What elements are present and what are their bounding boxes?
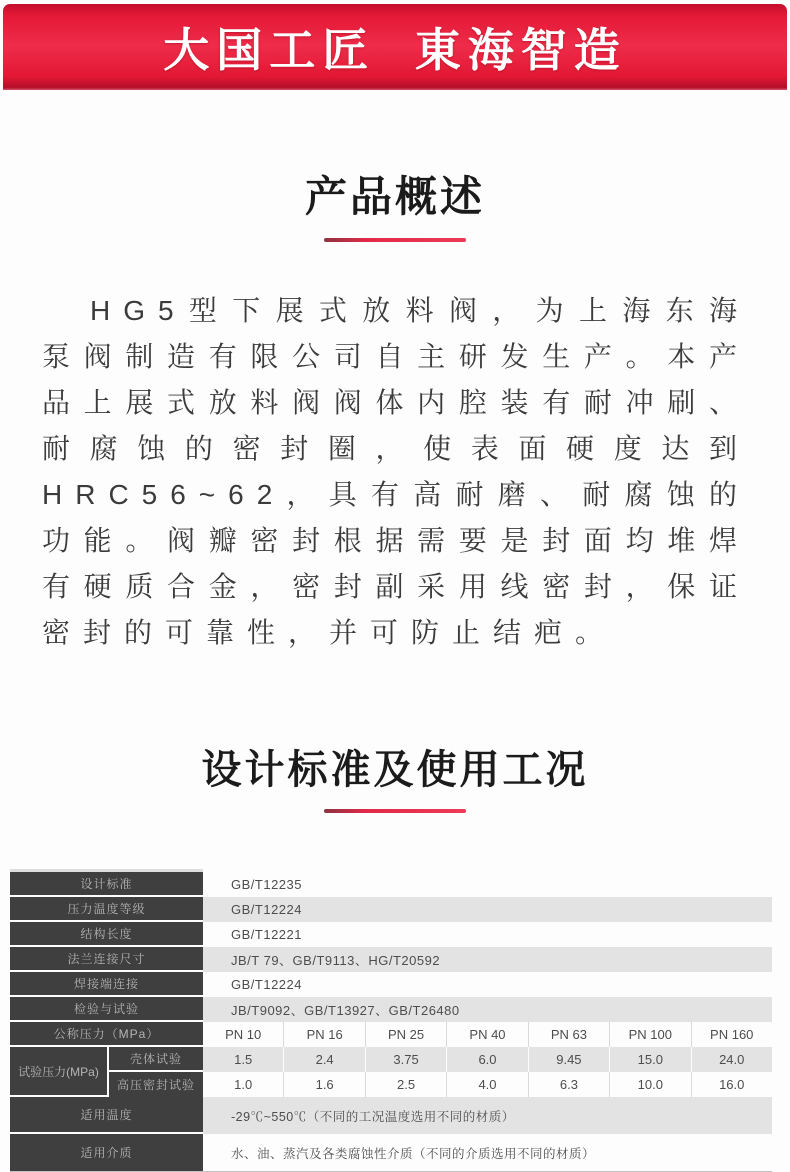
banner-title: 大国工匠 東海智造 bbox=[163, 24, 627, 76]
row-label: 结构长度 bbox=[10, 922, 203, 947]
row-value: 水、油、蒸汽及各类腐蚀性介质（不同的介质选用不同的材质） bbox=[203, 1134, 772, 1171]
row-label: 设计标准 bbox=[10, 872, 203, 897]
shell-test-values bbox=[203, 1047, 772, 1072]
value-cell: 1.6 bbox=[283, 1072, 364, 1097]
row-label: 法兰连接尺寸 bbox=[10, 947, 203, 972]
test-pressure-block bbox=[10, 1047, 772, 1097]
section-title-standards: 设计标准及使用工况 bbox=[201, 748, 589, 792]
row-value: GB/T12221 bbox=[203, 922, 772, 947]
pn-cell: PN 160 bbox=[691, 1022, 772, 1047]
row-value: GB/T12224 bbox=[203, 972, 772, 997]
value-cell: 3.75 bbox=[365, 1047, 446, 1072]
title-underline bbox=[324, 809, 466, 813]
pn-cell: PN 100 bbox=[609, 1022, 690, 1047]
pn-cell: PN 40 bbox=[446, 1022, 527, 1047]
seal-test-row bbox=[107, 1072, 772, 1097]
pressure-columns bbox=[203, 1022, 772, 1047]
pn-cell: PN 16 bbox=[283, 1022, 364, 1047]
test-pressure-label: 试验压力(MPa) bbox=[10, 1047, 107, 1097]
section-title-overview: 产品概述 bbox=[304, 173, 485, 220]
row-label: 检验与试验 bbox=[10, 997, 203, 1022]
sub-row-label: 高压密封试验 bbox=[107, 1072, 203, 1097]
value-cell: 16.0 bbox=[691, 1072, 772, 1097]
shell-test-row bbox=[107, 1047, 772, 1072]
sub-row-label: 壳体试验 bbox=[107, 1047, 203, 1072]
pn-cell: PN 25 bbox=[365, 1022, 446, 1047]
title-underline bbox=[324, 238, 466, 242]
row-value: GB/T12235 bbox=[203, 872, 772, 897]
value-cell: 6.0 bbox=[446, 1047, 527, 1072]
temperature-row bbox=[10, 1097, 772, 1134]
value-cell: 2.4 bbox=[283, 1047, 364, 1072]
test-pressure-rows bbox=[107, 1047, 772, 1097]
row-value: JB/T9092、GB/T13927、GB/T26480 bbox=[203, 997, 772, 1022]
seal-test-values bbox=[203, 1072, 772, 1097]
row-label: 公称压力（MPa） bbox=[10, 1022, 203, 1047]
value-cell: 4.0 bbox=[446, 1072, 527, 1097]
pn-cell: PN 10 bbox=[203, 1022, 283, 1047]
row-value: -29℃~550℃（不同的工况温度选用不同的材质） bbox=[203, 1097, 772, 1134]
medium-row bbox=[10, 1134, 772, 1171]
nominal-pressure-row bbox=[10, 1022, 772, 1047]
table-row bbox=[10, 972, 772, 997]
value-cell: 6.3 bbox=[528, 1072, 609, 1097]
table-row bbox=[10, 922, 772, 947]
spec-table bbox=[10, 872, 772, 1172]
header-banner bbox=[3, 4, 787, 90]
value-cell: 1.0 bbox=[203, 1072, 283, 1097]
row-value: JB/T 79、GB/T9113、HG/T20592 bbox=[203, 947, 772, 972]
row-label: 压力温度等级 bbox=[10, 897, 203, 922]
overview-paragraph: HG5型下展式放料阀，为上海东海泵阀制造有限公司自主研发生产。本产品上展式放料阀阀体内腔装有耐冲刷、耐腐蚀的密封圈，使表面硬度达到HRC56~62，具有高耐磨、耐腐蚀的功能。阀瓣密封根据需要是封面均堆焊有硬质合金，密封副采用线密封，保证密封的可靠性，并可防止结疤。 bbox=[42, 295, 750, 648]
value-cell: 9.45 bbox=[528, 1047, 609, 1072]
value-cell: 15.0 bbox=[609, 1047, 690, 1072]
value-cell: 2.5 bbox=[365, 1072, 446, 1097]
row-label: 适用温度 bbox=[10, 1097, 203, 1134]
pn-cell: PN 63 bbox=[528, 1022, 609, 1047]
row-label: 适用介质 bbox=[10, 1134, 203, 1171]
table-row bbox=[10, 897, 772, 922]
row-value: GB/T12224 bbox=[203, 897, 772, 922]
value-cell: 24.0 bbox=[691, 1047, 772, 1072]
table-row bbox=[10, 947, 772, 972]
table-row bbox=[10, 997, 772, 1022]
product-page bbox=[0, 4, 790, 1161]
value-cell: 1.5 bbox=[203, 1047, 283, 1072]
table-row bbox=[10, 872, 772, 897]
value-cell: 10.0 bbox=[609, 1072, 690, 1097]
row-label: 焊接端连接 bbox=[10, 972, 203, 997]
